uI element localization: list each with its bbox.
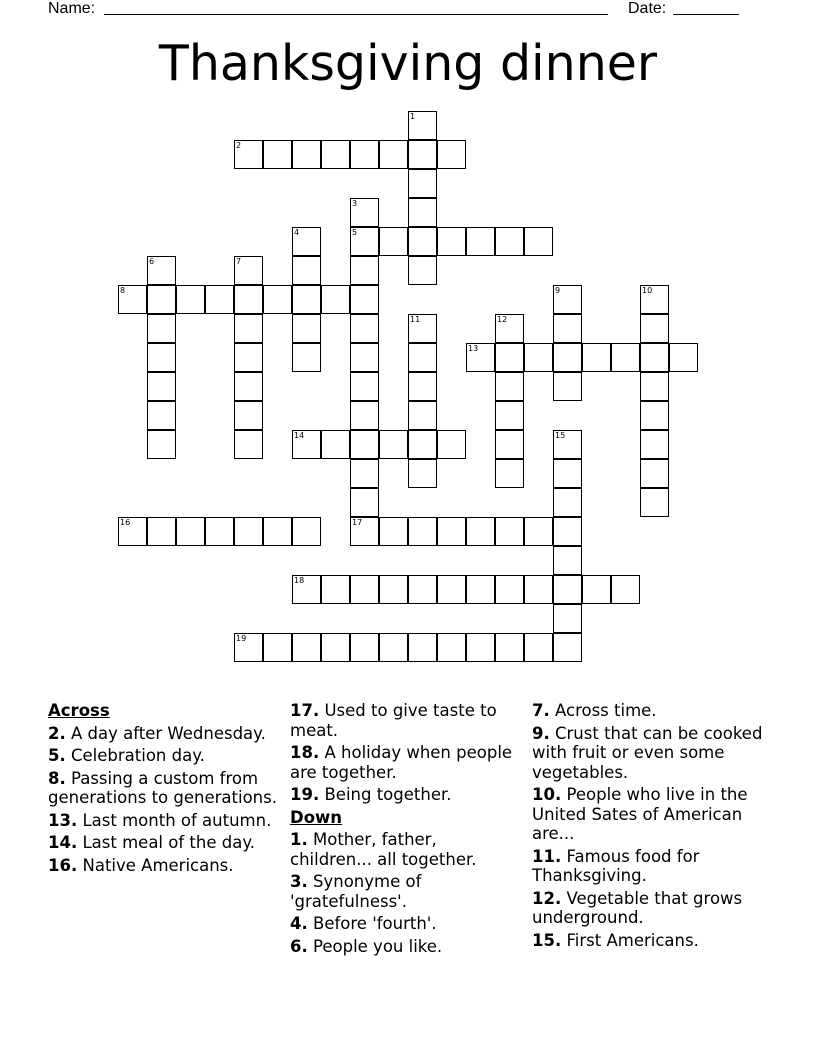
clue-text: Celebration day. — [71, 746, 205, 765]
grid-cell[interactable] — [350, 285, 379, 314]
date-label: Date: — [628, 0, 667, 17]
grid-cell[interactable] — [350, 256, 379, 285]
grid-cell[interactable] — [495, 517, 524, 546]
grid-cell[interactable] — [234, 285, 263, 314]
clue-number: 19. — [290, 785, 320, 804]
grid-cell[interactable] — [495, 575, 524, 604]
grid-cell[interactable] — [205, 517, 234, 546]
grid-cell[interactable] — [147, 343, 176, 372]
grid-cell[interactable] — [350, 488, 379, 517]
clue-down-11 — [532, 847, 772, 886]
grid-cell[interactable] — [553, 604, 582, 633]
grid-cell[interactable] — [553, 488, 582, 517]
clue-across-13 — [48, 811, 280, 831]
grid-cell[interactable] — [292, 256, 321, 285]
grid-cell[interactable] — [466, 633, 495, 662]
clue-number: 13. — [48, 810, 78, 830]
grid-cell[interactable] — [118, 285, 147, 314]
grid-cell[interactable] — [408, 430, 437, 459]
clue-down-9 — [532, 724, 772, 783]
clue-number: 10. — [532, 785, 562, 804]
grid-cell[interactable] — [495, 459, 524, 488]
clue-number: 5. — [48, 746, 66, 765]
grid-cell[interactable] — [640, 488, 669, 517]
grid-cell[interactable] — [611, 343, 640, 372]
clue-text: Passing a custom from generations to generations. — [48, 768, 277, 807]
grid-cell[interactable] — [292, 633, 321, 662]
cell-number: 2 — [236, 141, 242, 150]
grid-cell[interactable] — [147, 285, 176, 314]
cell-number: 9 — [555, 286, 561, 295]
grid-cell[interactable] — [234, 256, 263, 285]
grid-cell[interactable] — [350, 459, 379, 488]
cell-number: 18 — [294, 576, 305, 585]
across-heading: Across — [48, 701, 110, 720]
grid-cell[interactable] — [669, 343, 698, 372]
grid-cell[interactable] — [234, 633, 263, 662]
grid-cell[interactable] — [147, 401, 176, 430]
grid-cell[interactable] — [147, 314, 176, 343]
cell-number: 7 — [236, 257, 242, 266]
grid-cell[interactable] — [640, 372, 669, 401]
clues-column-3 — [532, 701, 772, 953]
grid-cell[interactable] — [437, 140, 466, 169]
grid-cell[interactable] — [408, 140, 437, 169]
grid-cell[interactable] — [495, 633, 524, 662]
grid-cell[interactable] — [408, 575, 437, 604]
clues-column-1 — [48, 701, 280, 878]
clue-down-12 — [532, 889, 772, 928]
cell-number: 17 — [352, 518, 363, 527]
grid-cell[interactable] — [234, 372, 263, 401]
grid-cell[interactable] — [524, 575, 553, 604]
clue-text: Mother, father, children... all together. — [290, 830, 477, 869]
grid-cell[interactable] — [408, 227, 437, 256]
clue-down-4 — [290, 914, 522, 934]
grid-cell[interactable] — [234, 314, 263, 343]
clue-across-18 — [290, 743, 522, 782]
clue-number: 15. — [532, 930, 562, 950]
clue-text: A holiday when people are together. — [290, 743, 513, 782]
grid-cell[interactable] — [292, 285, 321, 314]
clue-down-3 — [290, 872, 522, 911]
grid-cell[interactable] — [292, 430, 321, 459]
grid-cell[interactable] — [640, 314, 669, 343]
clue-number: 3. — [290, 872, 308, 891]
grid-cell[interactable] — [553, 575, 582, 604]
grid-cell[interactable] — [437, 430, 466, 459]
grid-cell[interactable] — [408, 169, 437, 198]
clue-number: 4. — [290, 914, 308, 933]
down-heading: Down — [290, 807, 343, 827]
grid-cell[interactable] — [176, 517, 205, 546]
clue-number: 1. — [290, 830, 308, 849]
grid-cell[interactable] — [495, 401, 524, 430]
grid-cell[interactable] — [292, 314, 321, 343]
clue-number: 11. — [532, 846, 562, 866]
grid-cell[interactable] — [350, 575, 379, 604]
grid-cell[interactable] — [408, 633, 437, 662]
grid-cell[interactable] — [553, 343, 582, 372]
grid-cell[interactable] — [408, 198, 437, 227]
grid-cell[interactable] — [321, 430, 350, 459]
grid-cell[interactable] — [553, 459, 582, 488]
grid-cell[interactable] — [466, 575, 495, 604]
grid-cell[interactable] — [408, 372, 437, 401]
grid-cell[interactable] — [234, 140, 263, 169]
grid-cell[interactable] — [147, 372, 176, 401]
grid-cell[interactable] — [553, 372, 582, 401]
clue-text: Before 'fourth'. — [313, 914, 437, 933]
grid-cell[interactable] — [553, 517, 582, 546]
clue-text: A day after Wednesday. — [71, 723, 266, 743]
clue-across-5 — [48, 746, 280, 766]
clue-text: People you like. — [313, 936, 443, 956]
grid-cell[interactable] — [553, 633, 582, 662]
grid-cell[interactable] — [321, 285, 350, 314]
clue-number: 12. — [532, 888, 562, 908]
grid-cell[interactable] — [350, 372, 379, 401]
grid-cell[interactable] — [147, 256, 176, 285]
clue-number: 9. — [532, 723, 550, 743]
grid-cell[interactable] — [292, 227, 321, 256]
cell-number: 11 — [410, 315, 421, 324]
cell-number: 19 — [236, 634, 247, 643]
clues-column-2 — [290, 701, 522, 959]
name-label: Name: — [48, 0, 96, 17]
cell-number: 8 — [120, 286, 126, 295]
grid-cell[interactable] — [350, 140, 379, 169]
grid-cell[interactable] — [379, 575, 408, 604]
grid-cell[interactable] — [205, 285, 234, 314]
grid-cell[interactable] — [234, 430, 263, 459]
grid-cell[interactable] — [350, 314, 379, 343]
clue-number: 17. — [290, 701, 320, 720]
grid-cell[interactable] — [147, 517, 176, 546]
grid-cell[interactable] — [147, 430, 176, 459]
cell-number: 10 — [642, 286, 653, 295]
grid-cell[interactable] — [495, 372, 524, 401]
clue-text: Used to give taste to meat. — [290, 701, 497, 740]
cell-number: 1 — [410, 112, 416, 121]
grid-cell[interactable] — [292, 343, 321, 372]
clue-across-17 — [290, 701, 522, 740]
clue-across-14 — [48, 833, 280, 853]
grid-cell[interactable] — [495, 343, 524, 372]
grid-cell[interactable] — [437, 227, 466, 256]
grid-cell[interactable] — [553, 430, 582, 459]
clue-number: 14. — [48, 833, 78, 852]
clue-text: Vegetable that grows underground. — [532, 888, 743, 927]
grid-cell[interactable] — [437, 633, 466, 662]
clue-number: 16. — [48, 855, 78, 875]
grid-cell[interactable] — [350, 198, 379, 227]
clue-text: First Americans. — [566, 930, 699, 950]
clue-down-1 — [290, 830, 522, 869]
clue-down-10 — [532, 785, 772, 844]
grid-cell[interactable] — [350, 517, 379, 546]
grid-cell[interactable] — [234, 401, 263, 430]
grid-cell[interactable] — [408, 517, 437, 546]
grid-cell[interactable] — [495, 314, 524, 343]
grid-cell[interactable] — [640, 459, 669, 488]
clue-text: Last month of autumn. — [82, 810, 272, 830]
clue-text: People who live in the United Sates of American are... — [532, 785, 748, 843]
grid-cell[interactable] — [321, 575, 350, 604]
grid-cell[interactable] — [292, 575, 321, 604]
grid-cell[interactable] — [408, 401, 437, 430]
cell-number: 14 — [294, 431, 305, 440]
grid-cell[interactable] — [321, 633, 350, 662]
grid-cell[interactable] — [466, 343, 495, 372]
clue-across-16 — [48, 856, 280, 876]
grid-cell[interactable] — [408, 459, 437, 488]
grid-cell[interactable] — [379, 140, 408, 169]
cell-number: 16 — [120, 518, 131, 527]
grid-cell[interactable] — [408, 111, 437, 140]
grid-cell[interactable] — [350, 227, 379, 256]
cell-number: 3 — [352, 199, 358, 208]
grid-cell[interactable] — [640, 430, 669, 459]
grid-cell[interactable] — [350, 633, 379, 662]
clue-text: Synonyme of 'gratefulness'. — [290, 872, 422, 911]
clue-text: Being together. — [324, 785, 452, 804]
grid-cell[interactable] — [408, 314, 437, 343]
grid-cell[interactable] — [408, 343, 437, 372]
grid-cell[interactable] — [379, 633, 408, 662]
clue-text: Famous food for Thanksgiving. — [532, 846, 700, 885]
grid-cell[interactable] — [495, 430, 524, 459]
clue-across-19 — [290, 785, 522, 805]
grid-cell[interactable] — [379, 517, 408, 546]
clue-number: 6. — [290, 936, 308, 956]
grid-cell[interactable] — [582, 343, 611, 372]
cell-number: 6 — [149, 257, 155, 266]
grid-cell[interactable] — [350, 401, 379, 430]
grid-cell[interactable] — [263, 285, 292, 314]
grid-cell[interactable] — [553, 285, 582, 314]
cell-number: 12 — [497, 315, 508, 324]
grid-cell[interactable] — [524, 343, 553, 372]
cell-number: 15 — [555, 431, 566, 440]
grid-cell[interactable] — [118, 517, 147, 546]
grid-cell[interactable] — [321, 140, 350, 169]
clue-down-15 — [532, 931, 772, 951]
clue-number: 7. — [532, 701, 550, 720]
grid-cell[interactable] — [466, 227, 495, 256]
clue-text: Crust that can be cooked with fruit or even some vegetables. — [532, 723, 763, 782]
cell-number: 13 — [468, 344, 479, 353]
grid-cell[interactable] — [495, 227, 524, 256]
grid-cell[interactable] — [234, 517, 263, 546]
grid-cell[interactable] — [640, 343, 669, 372]
clue-across-2 — [48, 724, 280, 744]
page-title: Thanksgiving dinner — [158, 35, 658, 92]
clue-down-7 — [532, 701, 772, 721]
clue-text: Last meal of the day. — [82, 833, 255, 852]
grid-cell[interactable] — [379, 227, 408, 256]
clue-down-6 — [290, 937, 522, 957]
clue-text: Across time. — [555, 701, 657, 720]
grid-cell[interactable] — [640, 401, 669, 430]
grid-cell[interactable] — [263, 517, 292, 546]
grid-cell[interactable] — [437, 517, 466, 546]
grid-cell[interactable] — [640, 285, 669, 314]
grid-cell[interactable] — [611, 575, 640, 604]
cell-number: 4 — [294, 228, 300, 237]
grid-cell[interactable] — [553, 546, 582, 575]
grid-cell[interactable] — [292, 517, 321, 546]
clue-across-8 — [48, 769, 280, 808]
grid-cell[interactable] — [176, 285, 205, 314]
grid-cell[interactable] — [524, 227, 553, 256]
clue-number: 8. — [48, 768, 66, 788]
clue-text: Native Americans. — [82, 855, 234, 875]
clue-number: 2. — [48, 723, 66, 743]
grid-cell[interactable] — [263, 633, 292, 662]
grid-cell[interactable] — [466, 517, 495, 546]
grid-cell[interactable] — [553, 314, 582, 343]
grid-cell[interactable] — [234, 343, 263, 372]
cell-number: 5 — [352, 228, 358, 237]
grid-cell[interactable] — [408, 256, 437, 285]
grid-cell[interactable] — [379, 430, 408, 459]
clue-number: 18. — [290, 743, 320, 762]
grid-cell[interactable] — [350, 430, 379, 459]
grid-cell[interactable] — [524, 633, 553, 662]
grid-cell[interactable] — [582, 575, 611, 604]
grid-cell[interactable] — [437, 575, 466, 604]
grid-cell[interactable] — [350, 343, 379, 372]
grid-cell[interactable] — [263, 140, 292, 169]
grid-cell[interactable] — [524, 517, 553, 546]
grid-cell[interactable] — [292, 140, 321, 169]
